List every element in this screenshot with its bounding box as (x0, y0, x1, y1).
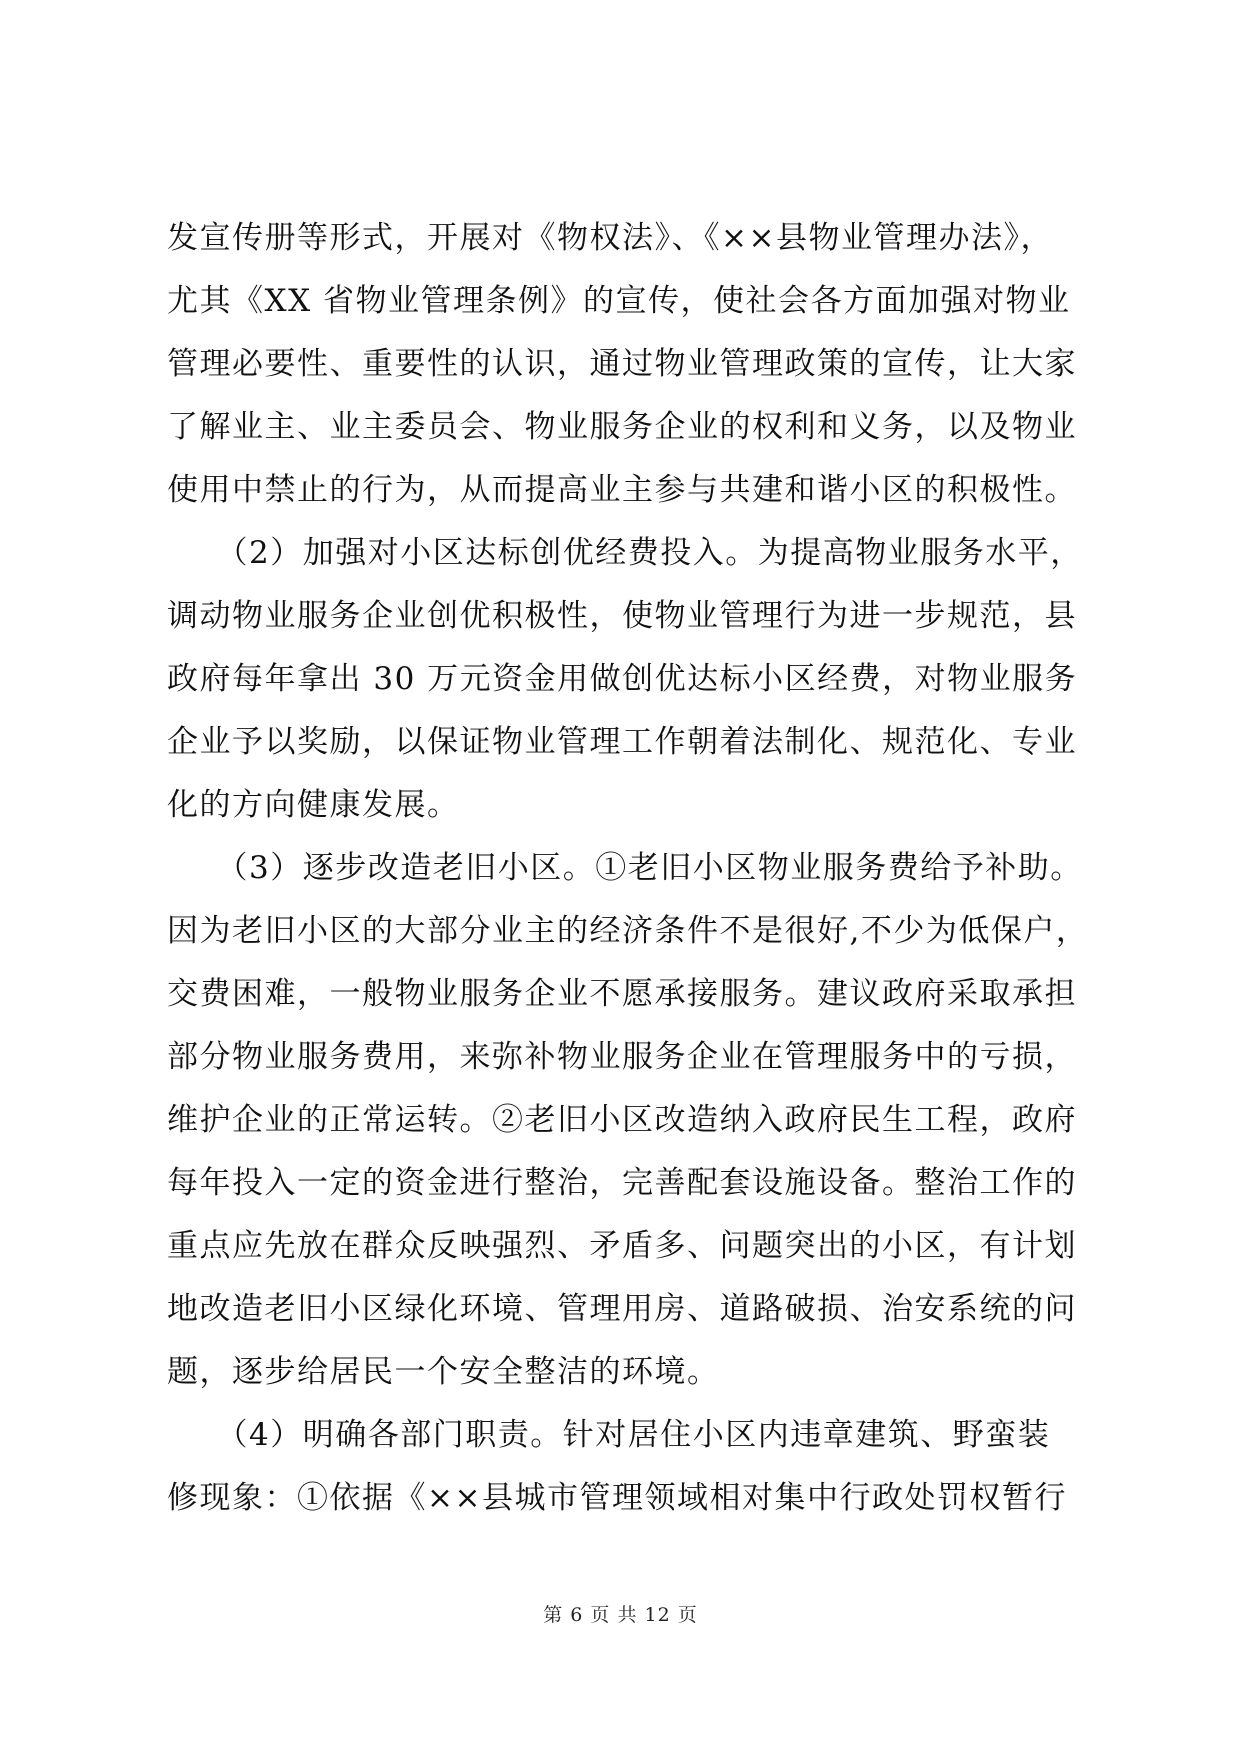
text-line: （2）加强对小区达标创优经费投入。为提高物业服务水平， (167, 535, 1083, 571)
text-line: 使用中禁止的行为，从而提高业主参与共建和谐小区的积极性。 (167, 472, 1077, 508)
text-line: 部分物业服务费用，来弥补物业服务企业在管理服务中的亏损， (167, 1039, 1077, 1075)
text-line: 题，逐步给居民一个安全整洁的环境。 (167, 1354, 720, 1390)
text-line: 维护企业的正常运转。②老旧小区改造纳入政府民生工程，政府 (167, 1102, 1077, 1138)
text-line: 交费困难，一般物业服务企业不愿承接服务。建议政府采取承担 (167, 976, 1077, 1012)
text-line: 了解业主、业主委员会、物业服务企业的权利和义务，以及物业 (167, 409, 1077, 445)
text-line: 地改造老旧小区绿化环境、管理用房、道路破损、治安系统的问 (167, 1291, 1077, 1327)
text-line: 政府每年拿出 30 万元资金用做创优达标小区经费，对物业服务 (167, 661, 1078, 697)
body-text (167, 207, 1089, 1530)
text-line: 化的方向健康发展。 (167, 787, 460, 823)
text-line: 修现象：①依据《××县城市管理领域相对集中行政处罚权暂行 (167, 1480, 1067, 1516)
text-line: 尤其《XX 省物业管理条例》的宣传，使社会各方面加强对物业 (167, 283, 1071, 319)
page-number: 第 6 页 共 12 页 (543, 1604, 698, 1626)
text-line: 调动物业服务企业创优积极性，使物业管理行为进一步规范，县 (167, 598, 1077, 634)
text-line: 每年投入一定的资金进行整治，完善配套设施设备。整治工作的 (167, 1165, 1077, 1201)
text-line: 发宣传册等形式，开展对《物权法》、《××县物业管理办法》， (167, 220, 1053, 256)
text-line: 因为老旧小区的大部分业主的经济条件不是很好,不少为低保户， (167, 913, 1089, 949)
text-line: （4）明确各部门职责。针对居住小区内违章建筑、野蛮装 (167, 1417, 1051, 1453)
text-line: 重点应先放在群众反映强烈、矛盾多、问题突出的小区，有计划 (167, 1228, 1077, 1264)
text-line: （3）逐步改造老旧小区。①老旧小区物业服务费给予补助。 (167, 850, 1083, 886)
text-line: 管理必要性、重要性的认识，通过物业管理政策的宣传，让大家 (167, 346, 1077, 382)
page-footer (0, 1600, 1241, 1627)
text-line: 企业予以奖励，以保证物业管理工作朝着法制化、规范化、专业 (167, 724, 1077, 760)
